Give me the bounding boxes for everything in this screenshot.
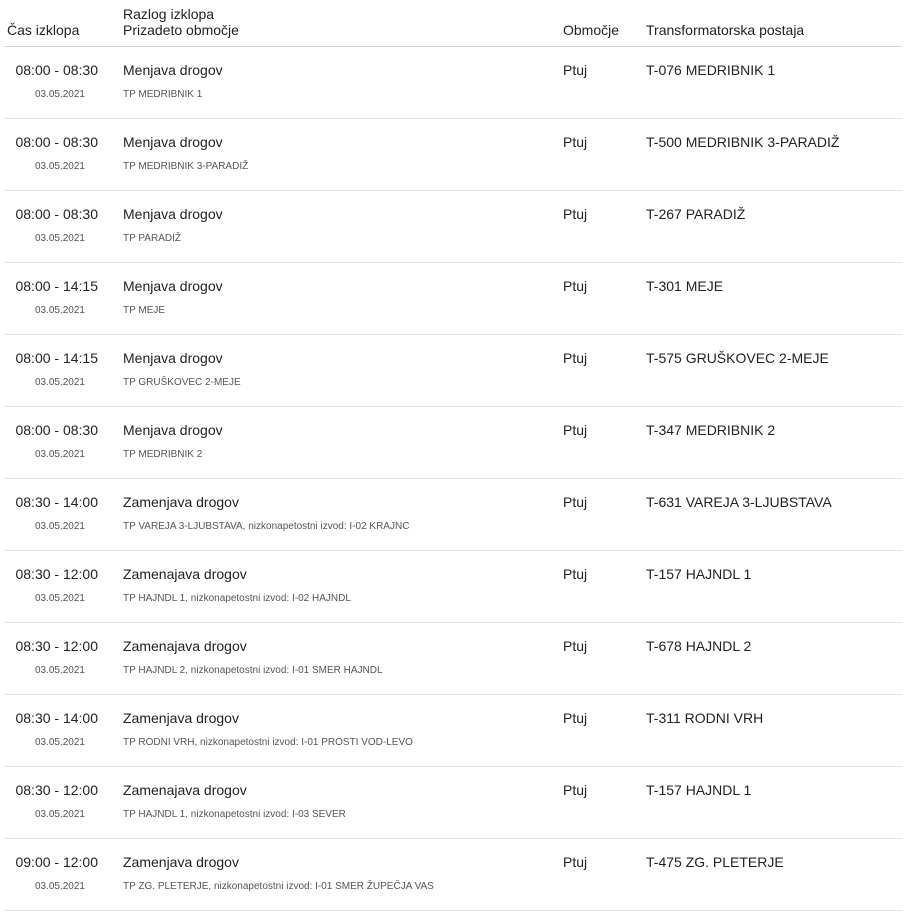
transformer-station: T-157 HAJNDL 1 — [646, 782, 752, 798]
table-row — [4, 263, 902, 335]
header-affected: Prizadeto območje — [123, 22, 239, 38]
outage-reason: Zamenjava drogov — [123, 494, 239, 510]
outage-reason: Menjava drogov — [123, 62, 223, 78]
outage-time: 08:30 - 12:00 — [15, 638, 98, 654]
table-row — [4, 407, 902, 479]
outage-time: 08:30 - 14:00 — [15, 494, 98, 510]
header-station: Transformatorska postaja — [646, 22, 805, 38]
table-row — [4, 695, 902, 767]
transformer-station: T-076 MEDRIBNIK 1 — [646, 62, 776, 78]
region: Ptuj — [563, 422, 588, 438]
outage-time: 08:00 - 08:30 — [15, 422, 98, 438]
transformer-station: T-500 MEDRIBNIK 3-PARADIŽ — [646, 134, 840, 150]
outage-date: 03.05.2021 — [34, 233, 85, 244]
outage-date: 03.05.2021 — [34, 89, 85, 100]
region: Ptuj — [563, 566, 588, 582]
outage-time: 08:00 - 08:30 — [15, 206, 98, 222]
affected-area: TP RODNI VRH, nizkonapetostni izvod: I-01 PROSTI VOD-LEVO — [123, 737, 413, 748]
header-reason-group — [123, 6, 239, 38]
table-row — [4, 119, 902, 191]
transformer-station: T-678 HAJNDL 2 — [646, 638, 752, 654]
transformer-station: T-301 MEJE — [646, 278, 724, 294]
outage-time: 08:30 - 12:00 — [15, 782, 98, 798]
affected-area: TP MEDRIBNIK 2 — [123, 449, 203, 460]
transformer-station: T-475 ZG. PLETERJE — [646, 854, 784, 870]
header-area: Območje — [563, 22, 620, 38]
outage-date: 03.05.2021 — [34, 449, 85, 460]
outage-time: 08:00 - 08:30 — [15, 134, 98, 150]
affected-area: TP VAREJA 3-LJUBSTAVA, nizkonapetostni izvod: I-02 KRAJNC — [123, 521, 410, 532]
region: Ptuj — [563, 854, 588, 870]
outage-reason: Menjava drogov — [123, 278, 223, 294]
affected-area: TP MEDRIBNIK 3-PARADIŽ — [123, 161, 249, 172]
affected-area: TP MEDRIBNIK 1 — [123, 89, 203, 100]
region: Ptuj — [563, 350, 588, 366]
region: Ptuj — [563, 638, 588, 654]
outage-time: 08:00 - 14:15 — [15, 350, 98, 366]
transformer-station: T-311 RODNI VRH — [646, 710, 764, 726]
outage-reason: Menjava drogov — [123, 422, 223, 438]
outage-time: 08:30 - 14:00 — [15, 710, 98, 726]
outage-reason: Menjava drogov — [123, 134, 223, 150]
table-row — [4, 551, 902, 623]
transformer-station: T-631 VAREJA 3-LJUBSTAVA — [646, 494, 832, 510]
region: Ptuj — [563, 494, 588, 510]
outage-reason: Zamenjava drogov — [123, 710, 239, 726]
table-body — [4, 47, 902, 911]
region: Ptuj — [563, 782, 588, 798]
outage-date: 03.05.2021 — [34, 737, 85, 748]
table-row — [4, 479, 902, 551]
table-row — [4, 191, 902, 263]
outage-date: 03.05.2021 — [34, 665, 85, 676]
transformer-station: T-347 MEDRIBNIK 2 — [646, 422, 776, 438]
outage-date: 03.05.2021 — [34, 161, 85, 172]
region: Ptuj — [563, 134, 588, 150]
affected-area: TP HAJNDL 2, nizkonapetostni izvod: I-01 SMER HAJNDL — [123, 665, 383, 676]
region: Ptuj — [563, 62, 588, 78]
region: Ptuj — [563, 206, 588, 222]
outage-reason: Zamenajava drogov — [123, 566, 247, 582]
table-row — [4, 335, 902, 407]
outage-time: 08:00 - 08:30 — [15, 62, 98, 78]
header-time: Čas izklopa — [7, 22, 80, 38]
outage-reason: Zamenajava drogov — [123, 782, 247, 798]
affected-area: TP ZG. PLETERJE, nizkonapetostni izvod: I-01 SMER ŽUPEČJA VAS — [123, 881, 434, 892]
table-header — [4, 0, 902, 47]
region: Ptuj — [563, 710, 588, 726]
outage-time: 09:00 - 12:00 — [15, 854, 98, 870]
header-reason: Razlog izklopa — [123, 6, 215, 22]
affected-area: TP GRUŠKOVEC 2-MEJE — [123, 377, 241, 388]
outage-date: 03.05.2021 — [34, 881, 85, 892]
table-row — [4, 839, 902, 911]
affected-area: TP PARADIŽ — [123, 233, 181, 244]
table-row — [4, 623, 902, 695]
outage-date: 03.05.2021 — [34, 521, 85, 532]
outage-date: 03.05.2021 — [34, 305, 85, 316]
affected-area: TP HAJNDL 1, nizkonapetostni izvod: I-02 HAJNDL — [123, 593, 351, 604]
outage-reason: Menjava drogov — [123, 206, 223, 222]
outage-date: 03.05.2021 — [34, 593, 85, 604]
outage-table — [4, 0, 902, 911]
outage-reason: Zamenjava drogov — [123, 854, 239, 870]
affected-area: TP MEJE — [123, 305, 166, 316]
outage-time: 08:30 - 12:00 — [15, 566, 98, 582]
outage-reason: Menjava drogov — [123, 350, 223, 366]
transformer-station: T-157 HAJNDL 1 — [646, 566, 752, 582]
affected-area: TP HAJNDL 1, nizkonapetostni izvod: I-03 SEVER — [123, 809, 346, 820]
table-row — [4, 767, 902, 839]
outage-date: 03.05.2021 — [34, 377, 85, 388]
outage-time: 08:00 - 14:15 — [15, 278, 98, 294]
region: Ptuj — [563, 278, 588, 294]
outage-reason: Zamenajava drogov — [123, 638, 247, 654]
outage-date: 03.05.2021 — [34, 809, 85, 820]
transformer-station: T-267 PARADIŽ — [646, 206, 746, 222]
transformer-station: T-575 GRUŠKOVEC 2-MEJE — [646, 350, 829, 366]
table-row — [4, 47, 902, 119]
